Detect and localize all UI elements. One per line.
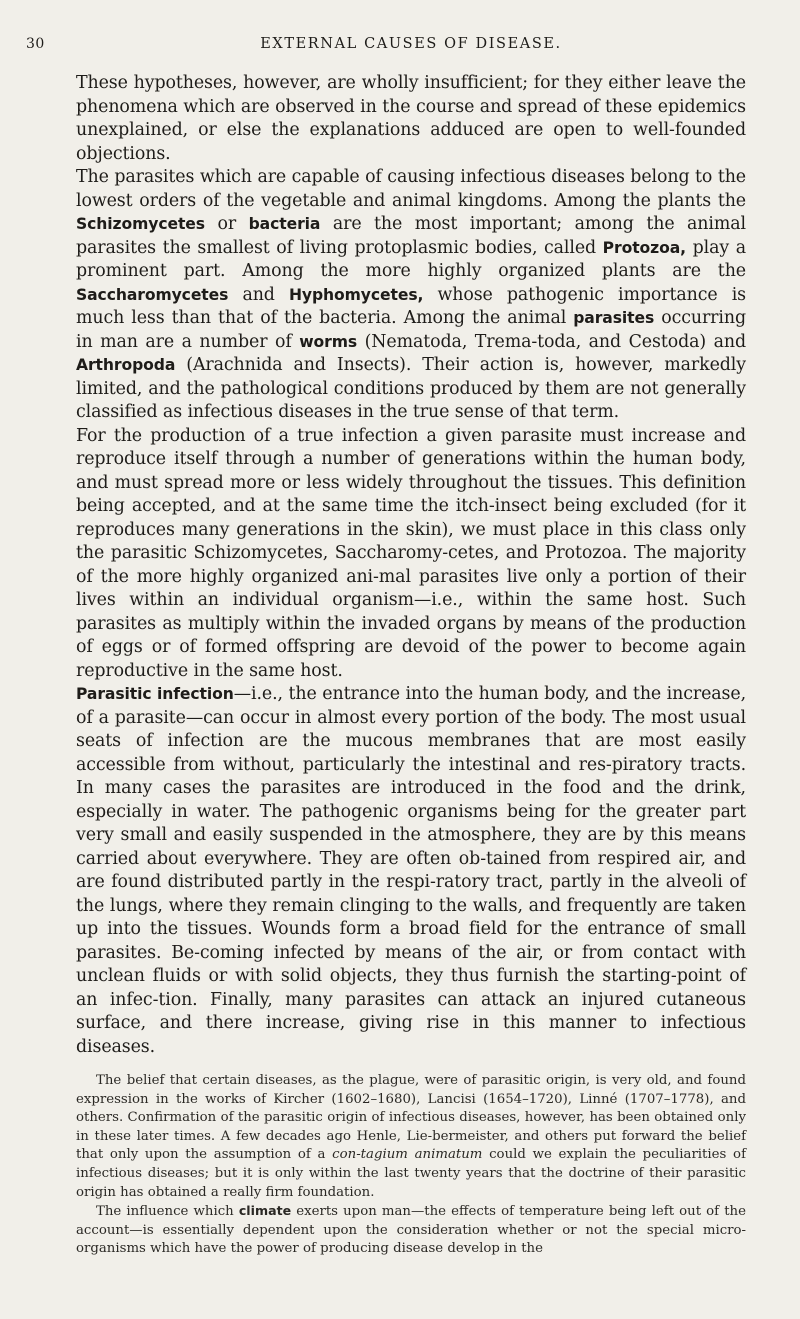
paragraph-2	[76, 166, 746, 425]
term-protozoa: Protozoa,	[602, 238, 686, 257]
term-parasitic-infection: Parasitic infection	[76, 685, 234, 703]
term-worms: worms	[299, 332, 358, 351]
note-paragraph-2	[76, 1202, 746, 1259]
term-parasites: parasites	[573, 309, 655, 327]
text-span: (Arachnida and Insects). Their action is, however, markedly limited, and the pathological conditions produced by them are not generally classified as infectious diseases in the true sense of that term.	[76, 355, 746, 422]
text-span: For the production of a true infection a given parasite must increase and reproduce itself through a number of generations within the human body, and must spread more or less widely throughout the tissues. This definition being accepted, and at the same time the itch-insect being excluded (for it reproduces many generations in the skin), we must place in this class only the parasitic Schizomycetes, Saccharomy-cetes, and Protozoa. The majority of the more highly organized ani-mal parasites live only a portion of their lives within an individual organism—i.e., within the same host. Such parasites as multiply within the invaded organs by means of the production of eggs or of formed offspring are devoid of the power to become again reproductive in the same host.	[76, 425, 746, 681]
text-span: The belief that certain diseases, as the plague, were of parasitic origin, is very old, and found expression in the works of Kircher (1602–1680), Lancisi (1654–1720), Linné (1707–1778), and others. Confirmation of the parasitic origin of infectious diseases, however, has been obtained only in these later times. A few decades ago Henle, Lie-bermeister, and others put forward the belief that only upon the assumption of a	[76, 1073, 746, 1163]
text-span: The influence which	[96, 1204, 239, 1220]
term-arthropoda: Arthropoda	[76, 356, 176, 374]
paragraph-3	[76, 425, 746, 684]
text-span: These hypotheses, however, are wholly insufficient; for they either leave the phenomena which are observed in the course and spread of these epidemics unexplained, or else the explanations adduced are open to well-founded objections.	[76, 73, 746, 164]
text-span: whose pathogenic importance is much less than that of the bacteria. Among the animal	[76, 284, 746, 328]
text-span: could we explain the peculiarities of infectious diseases; but it is only within the last twenty years that the doctrine of their parasitic origin has obtained a really firm foundation.	[76, 1147, 746, 1200]
text-span: exerts upon man—the effects of temperature being left out of the account—is essentially dependent upon the consideration whether or not the special micro-organisms which have the power of producing disease develop in the	[76, 1204, 746, 1257]
paragraph-4	[76, 683, 746, 1059]
text-span: are the most important; among the animal parasites the smallest of living protoplasmic bodies, called	[76, 214, 746, 258]
term-hyphomycetes: Hyphomycetes,	[288, 285, 424, 304]
running-title: EXTERNAL CAUSES OF DISEASE.	[260, 36, 562, 52]
term-saccharomycetes: Saccharomycetes	[76, 285, 229, 304]
term-schizomycetes: Schizomycetes	[76, 215, 205, 233]
term-contagium-animatum: con-tagium animatum	[332, 1147, 483, 1163]
paragraph-1	[76, 72, 746, 166]
running-head	[26, 0, 746, 56]
term-climate: climate	[238, 1203, 292, 1219]
text-span: (Nematoda, Trema-toda, and Cestoda) and	[357, 331, 746, 352]
note-paragraph-1	[76, 1072, 746, 1202]
text-span: or	[204, 214, 249, 234]
main-text	[76, 72, 746, 1059]
text-span: play a prominent part. Among the more highly organized plants are the	[76, 237, 746, 281]
text-span: and	[228, 284, 289, 305]
text-span: —i.e., the entrance into the human body, and the increase, of a parasite—can occur in almost every portion of the body. The most usual seats of infection are the mucous membranes that are most easily accessible from without, particularly the intestinal and res-piratory tracts. In many cases the parasites are introduced in the food and the drink, especially in water. The pathogenic organisms being for the greater part very small and easily suspended in the atmosphere, they are by this means carried about everywhere. They are often ob-tained from respired air, and are found distributed partly in the respi-ratory tract, partly in the alveoli of the lungs, where they remain clinging to the walls, and frequently are taken up into the tissues. Wounds form a broad field for the entrance of small parasites. Be-coming infected by means of the air, or from contact with unclean fluids or with solid objects, they thus furnish the starting-point of an infec-tion. Finally, many parasites can attack an injured cutaneous surface, and there increase, giving rise in this manner to infectious diseases.	[76, 684, 746, 1057]
small-print-notes	[76, 1072, 746, 1259]
text-span: occurring in man are a number of	[76, 308, 746, 352]
term-bacteria: bacteria	[248, 215, 321, 233]
page-number: 30	[26, 36, 45, 52]
text-span: The parasites which are capable of causing infectious diseases belong to the lowest orders of the vegetable and animal kingdoms. Among the plants the	[76, 167, 746, 211]
